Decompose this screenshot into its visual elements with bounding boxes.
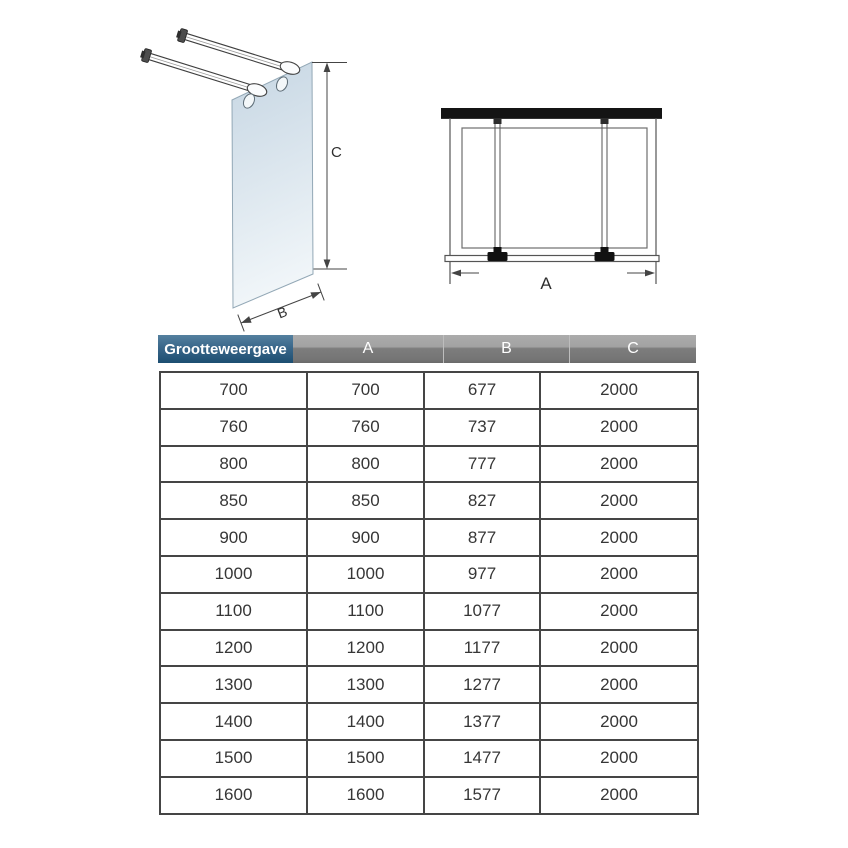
size-cell: 760: [307, 409, 424, 446]
wall-bar: [441, 108, 662, 118]
size-cell: 2000: [540, 630, 698, 667]
col-header-c: C: [569, 335, 696, 363]
table-row: [160, 519, 698, 556]
size-cell: 800: [160, 446, 307, 483]
size-cell: 1000: [160, 556, 307, 593]
support-post-right: [602, 119, 607, 257]
size-cell: 2000: [540, 703, 698, 740]
dimension-a: [451, 270, 655, 277]
size-cell: 977: [424, 556, 540, 593]
post-clamp-left: [488, 247, 508, 261]
dimension-c: [312, 63, 347, 270]
size-table: [159, 371, 699, 815]
wall-mount-front: [139, 48, 152, 63]
size-cell: 677: [424, 372, 540, 409]
size-cell: 1077: [424, 593, 540, 630]
table-row: [160, 446, 698, 483]
size-cell: 1277: [424, 666, 540, 703]
technical-diagrams: [0, 0, 848, 345]
post-clamp-right: [595, 247, 615, 261]
size-cell: 1500: [160, 740, 307, 777]
support-bar-rear-line: [184, 36, 290, 69]
size-table-body: [160, 372, 698, 814]
size-cell: 1177: [424, 630, 540, 667]
col-header-a: A: [293, 335, 443, 363]
col-header-b: B: [443, 335, 569, 363]
size-cell: 1600: [307, 777, 424, 814]
table-row: [160, 372, 698, 409]
size-cell: 1100: [307, 593, 424, 630]
size-cell: 900: [307, 519, 424, 556]
table-row: [160, 777, 698, 814]
table-row: [160, 593, 698, 630]
size-cell: 760: [160, 409, 307, 446]
size-cell: 2000: [540, 446, 698, 483]
size-cell: 2000: [540, 666, 698, 703]
table-row: [160, 409, 698, 446]
size-cell: 900: [160, 519, 307, 556]
size-cell: 2000: [540, 740, 698, 777]
table-row: [160, 740, 698, 777]
dimension-b-label: B: [274, 303, 290, 322]
size-cell: 1400: [307, 703, 424, 740]
size-cell: 700: [307, 372, 424, 409]
size-cell: 877: [424, 519, 540, 556]
table-row: [160, 630, 698, 667]
col-header-grootteweergave: Grootteweergave: [158, 335, 293, 363]
size-cell: 1200: [160, 630, 307, 667]
size-cell: 2000: [540, 482, 698, 519]
size-cell: 777: [424, 446, 540, 483]
support-bar-front-line: [148, 56, 257, 90]
size-cell: 1500: [307, 740, 424, 777]
glass-outline: [462, 128, 647, 248]
size-cell: 1200: [307, 630, 424, 667]
dimension-c-label: C: [331, 144, 342, 161]
glass-edge-bar: [445, 256, 659, 262]
size-cell: 1477: [424, 740, 540, 777]
size-cell: 2000: [540, 777, 698, 814]
wall-mount-rear: [175, 28, 188, 43]
size-cell: 850: [160, 482, 307, 519]
size-cell: 850: [307, 482, 424, 519]
size-cell: 2000: [540, 556, 698, 593]
post-top-fitting-left: [494, 118, 502, 124]
size-cell: 1600: [160, 777, 307, 814]
size-cell: 1300: [160, 666, 307, 703]
side-view-diagram: [139, 28, 347, 332]
size-cell: 827: [424, 482, 540, 519]
size-cell: 1100: [160, 593, 307, 630]
table-row: [160, 556, 698, 593]
top-view-diagram: [441, 108, 662, 293]
size-cell: 1000: [307, 556, 424, 593]
size-cell: 737: [424, 409, 540, 446]
size-cell: 1577: [424, 777, 540, 814]
size-cell: 1400: [160, 703, 307, 740]
size-cell: 800: [307, 446, 424, 483]
support-post-left: [495, 119, 500, 257]
size-cell: 2000: [540, 593, 698, 630]
size-cell: 2000: [540, 409, 698, 446]
post-top-fitting-right: [601, 118, 609, 124]
table-row: [160, 703, 698, 740]
size-table-header: [158, 335, 696, 363]
table-row: [160, 666, 698, 703]
size-cell: 1377: [424, 703, 540, 740]
size-cell: 700: [160, 372, 307, 409]
size-cell: 2000: [540, 519, 698, 556]
table-row: [160, 482, 698, 519]
dimension-a-label: A: [540, 274, 552, 293]
size-cell: 1300: [307, 666, 424, 703]
size-cell: 2000: [540, 372, 698, 409]
